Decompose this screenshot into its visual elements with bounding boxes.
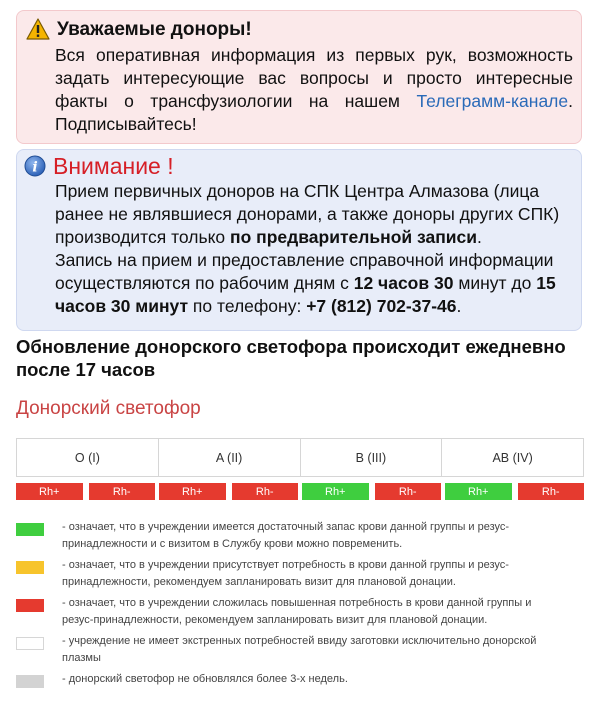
blood-groups-row xyxy=(16,438,584,477)
rh-pair-b xyxy=(302,483,445,500)
blood-group-o: O (I) xyxy=(17,439,159,476)
notice-text-part: . Подписывайтесь! xyxy=(55,91,573,134)
rh-pair-o xyxy=(16,483,159,500)
info-icon xyxy=(24,155,46,177)
legend-text: - означает, что в учреждении присутствует потребность в крови данной группы и резус-принадлежности, рекомендуем запланировать визит для плановой донации. xyxy=(62,559,509,588)
legend-swatch-gray xyxy=(16,675,44,688)
legend-text: - учреждение не имеет экстренных потребностей ввиду заготовки исключительно донорской плазмы xyxy=(62,635,537,664)
end-time: 15 часов 30 минут xyxy=(55,273,556,316)
donors-notice-text xyxy=(55,44,573,136)
svetofor-heading: Донорский светофор xyxy=(16,398,201,419)
rh-plus-status: Rh+ xyxy=(159,483,226,500)
blood-group-b: B (III) xyxy=(301,439,443,476)
legend-swatch-green xyxy=(16,523,44,536)
appointment-required: по предварительной записи xyxy=(230,227,478,247)
attention-text-part: по телефону: xyxy=(188,296,307,316)
svg-text:i: i xyxy=(32,159,38,176)
attention-notice xyxy=(16,149,582,331)
update-note: Обновление донорского светофора происходит ежедневно после 17 часов xyxy=(16,336,566,380)
legend-text: - донорский светофор не обновлялся более 3-х недель. xyxy=(62,673,348,685)
legend-text: - означает, что в учреждении сложилась повышенная потребность в крови данной группы и резус-принадлежности, рекомендуем запланировать визит для плановой донации. xyxy=(62,597,532,626)
attention-text-part: Запись на прием и предоставление справочной информации осуществляются по рабочим дням с xyxy=(55,250,554,293)
rh-minus-status: Rh- xyxy=(232,483,299,500)
rh-minus-status: Rh- xyxy=(89,483,156,500)
attention-title: Внимание ! xyxy=(53,153,174,179)
rh-pair-a xyxy=(159,483,302,500)
rh-status-row xyxy=(16,483,584,500)
legend-text: - означает, что в учреждении имеется достаточный запас крови данной группы и резус-принадлежности и с визитом в Службу крови можно повременить. xyxy=(62,521,510,550)
telegram-channel-link[interactable]: Телеграмм-канале xyxy=(416,91,569,111)
rh-plus-status: Rh+ xyxy=(445,483,512,500)
start-time: 12 часов 30 xyxy=(353,273,454,293)
blood-group-ab: AB (IV) xyxy=(492,450,533,465)
legend-swatch-yellow xyxy=(16,561,44,574)
attention-text-part: минут до xyxy=(453,273,537,293)
attention-text xyxy=(55,180,573,318)
rh-plus-status: Rh+ xyxy=(302,483,369,500)
donors-notice xyxy=(16,10,582,144)
legend-swatch-red xyxy=(16,599,44,612)
donors-notice-title: Уважаемые доноры! xyxy=(57,19,252,40)
legend-swatch-white xyxy=(16,637,44,650)
notice-text-part: Вся оперативная информация из первых рук, возможность задать интересующие вас вопросы и просто интересные факты о трансфузиологии на нашем xyxy=(55,45,573,111)
attention-text-part: . xyxy=(477,227,482,247)
attention-text-part: . xyxy=(456,296,462,316)
rh-minus-status: Rh- xyxy=(518,483,585,500)
warning-icon xyxy=(26,18,50,40)
attention-text-part: Прием первичных доноров на СПК Центра Алмазова (лица ранее не являвшиеся донорами, а также доноры других СПК) производится только xyxy=(55,181,560,247)
rh-plus-status: Rh+ xyxy=(16,483,83,500)
blood-group-a: A (II) xyxy=(159,439,301,476)
rh-minus-status: Rh- xyxy=(375,483,442,500)
rh-pair-ab xyxy=(445,483,584,500)
phone-number[interactable]: +7 (812) 702-37-46 xyxy=(306,296,457,316)
